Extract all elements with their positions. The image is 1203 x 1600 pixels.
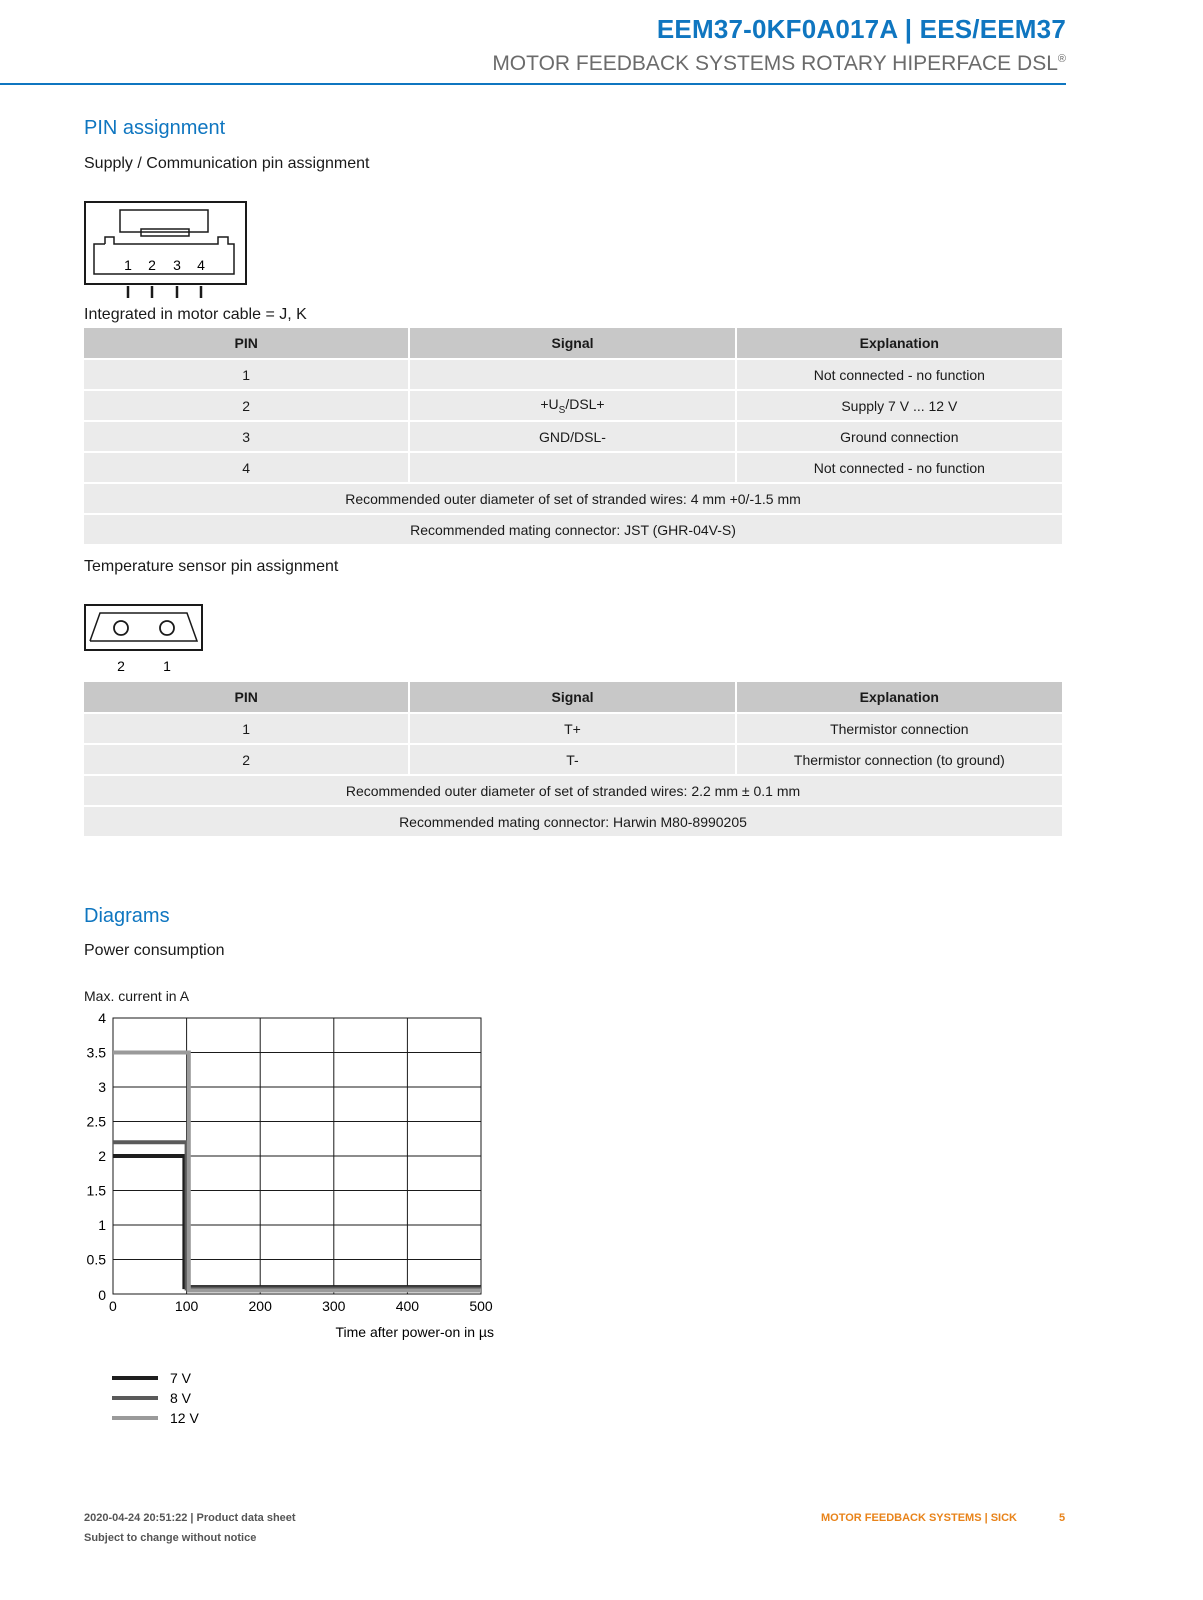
header-signal: Signal (410, 328, 734, 358)
legend-label: 8 V (170, 1390, 192, 1406)
explanation-cell: Not connected - no function (737, 360, 1062, 389)
wire-diameter-note: Recommended outer diameter of set of stranded wires: 2.2 mm ± 0.1 mm (84, 776, 1062, 805)
temp-pin-label: 1 (163, 658, 171, 674)
header-pin: PIN (84, 328, 408, 358)
table-header-row (84, 328, 1062, 358)
chart-series (113, 1053, 481, 1291)
connector-pin-label: 2 (148, 257, 156, 273)
y-axis-ticks (87, 1010, 107, 1303)
y-tick-label: 1 (98, 1217, 106, 1233)
chart-legend (108, 1368, 228, 1432)
table-row (84, 745, 1062, 774)
explanation-cell: Supply 7 V ... 12 V (737, 391, 1062, 420)
table-note-row (84, 515, 1062, 544)
product-subtitle (492, 52, 1066, 76)
supply-pin-heading: Supply / Communication pin assignment (84, 155, 370, 172)
cable-note: Integrated in motor cable = J, K (84, 306, 307, 323)
legend-label: 7 V (170, 1370, 192, 1386)
signal-cell: $+U_S/DSL+$ (410, 391, 734, 420)
page-number: 5 (1059, 1512, 1066, 1524)
x-axis-ticks (109, 1298, 493, 1314)
table-row (84, 360, 1062, 389)
wire-diameter-note: Recommended outer diameter of set of stranded wires: 4 mm +0/-1.5 mm (84, 484, 1062, 513)
temp-connector-drawing (84, 604, 204, 676)
x-tick-label: 400 (395, 1298, 420, 1314)
connector-pin-label: 3 (173, 257, 181, 273)
table-note-row (84, 807, 1062, 836)
y-tick-label: 3 (98, 1079, 106, 1095)
table-row (84, 714, 1062, 743)
table-note-row (84, 776, 1062, 805)
y-tick-label: 4 (98, 1010, 106, 1026)
x-tick-label: 0 (109, 1298, 117, 1314)
explanation-cell: Thermistor connection (to ground) (737, 745, 1062, 774)
series-line-8v (113, 1142, 481, 1288)
power-consumption-heading: Power consumption (84, 942, 225, 959)
registered-mark: ® (1057, 53, 1066, 65)
pin-cell: 1 (84, 360, 408, 389)
supply-pin-table (82, 326, 1064, 546)
series-line-7v (113, 1156, 481, 1287)
table-note-row (84, 484, 1062, 513)
product-subtitle-text: MOTOR FEEDBACK SYSTEMS ROTARY HIPERFACE DSL (492, 52, 1058, 75)
y-tick-label: 3.5 (86, 1044, 106, 1061)
x-axis-label: Time after power-on in µs (335, 1324, 494, 1340)
signal-cell: T- (410, 745, 734, 774)
pin-cell: 1 (84, 714, 408, 743)
y-tick-label: 2.5 (86, 1113, 106, 1130)
footer-notice: Subject to change without notice (84, 1532, 257, 1544)
y-tick-label: 1.5 (86, 1182, 106, 1199)
diagrams-heading: Diagrams (84, 905, 170, 927)
mating-connector-note: Recommended mating connector: Harwin M80-8990205 (84, 807, 1062, 836)
series-line-12v (113, 1053, 481, 1291)
explanation-cell: Thermistor connection (737, 714, 1062, 743)
footer-brand: MOTOR FEEDBACK SYSTEMS | SICK (821, 1512, 1018, 1524)
signal-cell (410, 453, 734, 482)
legend-label: 12 V (170, 1410, 199, 1426)
temp-pin-table (82, 680, 1064, 838)
pin-cell: 3 (84, 422, 408, 451)
pin-assignment-heading: PIN assignment (84, 117, 226, 139)
connector-pin-label: 4 (197, 257, 205, 273)
x-tick-label: 500 (469, 1298, 493, 1314)
table-header-row (84, 682, 1062, 712)
y-tick-label: 2 (98, 1148, 106, 1164)
pin-cell: 4 (84, 453, 408, 482)
table-row (84, 391, 1062, 420)
table-row (84, 422, 1062, 451)
y-tick-label: 0.5 (86, 1251, 106, 1268)
header-pin: PIN (84, 682, 408, 712)
signal-cell: T+ (410, 714, 734, 743)
explanation-cell: Not connected - no function (737, 453, 1062, 482)
header-explanation: Explanation (737, 682, 1062, 712)
y-tick-label: 0 (98, 1287, 106, 1303)
table-row (84, 453, 1062, 482)
temp-pin-heading: Temperature sensor pin assignment (84, 558, 339, 575)
signal-cell: GND/DSL- (410, 422, 734, 451)
footer-date: 2020-04-24 20:51:22 | Product data sheet (84, 1512, 296, 1524)
pin-cell: 2 (84, 745, 408, 774)
power-consumption-chart (70, 1000, 510, 1345)
supply-connector-drawing (84, 200, 248, 302)
x-tick-label: 200 (248, 1298, 272, 1314)
pin-cell: 2 (84, 391, 408, 420)
explanation-cell: Ground connection (737, 422, 1062, 451)
header-signal: Signal (410, 682, 734, 712)
y-axis-label: Max. current in A (84, 988, 190, 1004)
connector-pin-label: 1 (124, 257, 132, 273)
x-tick-label: 300 (322, 1298, 346, 1314)
x-tick-label: 100 (174, 1298, 199, 1314)
header-rule (0, 83, 1066, 85)
signal-cell (410, 360, 734, 389)
temp-pin-label: 2 (117, 658, 125, 674)
mating-connector-note: Recommended mating connector: JST (GHR-04V-S) (84, 515, 1062, 544)
product-title: EEM37-0KF0A017A | EES/EEM37 (656, 14, 1066, 44)
header-explanation: Explanation (737, 328, 1062, 358)
